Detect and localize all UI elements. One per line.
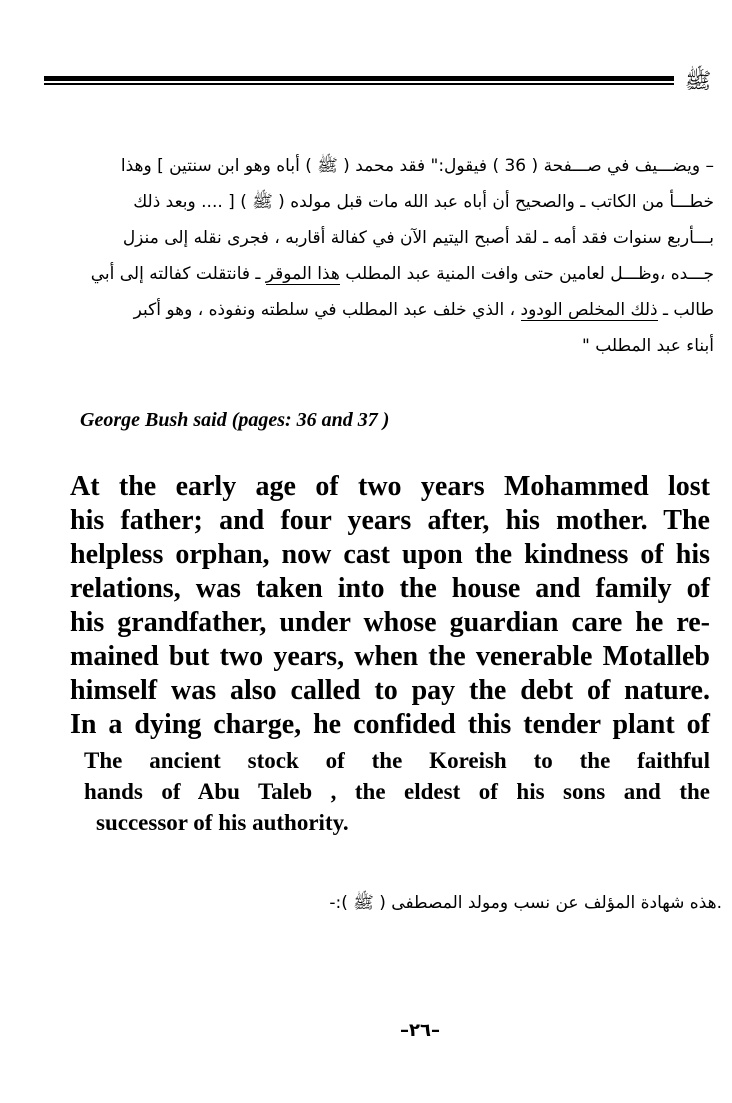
header-rule-thin <box>44 83 674 85</box>
arabic-line-5 <box>78 292 714 328</box>
arabic-line-4-end: ـ فانتقلت كفالته إلى أبي <box>90 264 266 284</box>
english-continuation-line-2: hands of Abu Taleb , the eldest of his sons and the <box>84 779 710 804</box>
english-quote-line-5: his grandfather, under whose guardian care he re- <box>70 607 710 638</box>
arabic-line-6: أبناء عبد المطلب " <box>582 336 714 356</box>
page-number: –٢٦– <box>400 1020 440 1041</box>
english-quote-line-3: helpless orphan, now cast upon the kindness of his <box>70 539 710 570</box>
header-rule <box>44 72 674 92</box>
english-quote-line-4: relations, was taken into the house and family of <box>70 573 710 604</box>
english-quote-line-6: mained but two years, when the venerable Motalleb <box>70 641 710 672</box>
arabic-line-5-end: ، الذي خلف عبد المطلب في سلطته ونفوذه ، وهو أكبر <box>133 300 521 320</box>
english-quote-line-8: In a dying charge, he confided this tender plant of <box>70 709 710 740</box>
arabic-line-2: خطـــأ من الكاتب ـ والصحيح أن أباه عبد الله مات قبل مولده ( ﷺ ) [ .... وبعد ذلك <box>133 192 714 212</box>
english-quote-line-1: At the early age of two years Mohammed lost <box>70 471 710 502</box>
arabic-footer-line: .هذه شهادة المؤلف عن نسب ومولد المصطفى ( ﷺ ):- <box>329 893 722 913</box>
arabic-underlined-phrase-1: هذا الموقر <box>265 264 340 284</box>
english-quote-line-2: his father; and four years after, his mother. The <box>70 505 710 536</box>
english-quote-line-7: himself was also called to pay the debt of nature. <box>70 675 710 706</box>
arabic-line-3: بـــأربع سنوات فقد أمه ـ لقد أصبح اليتيم الآن في كفالة أقاربه ، فجرى نقله إلى منزل <box>122 228 714 248</box>
calligraphy-seal-icon: ﷺ <box>684 69 712 94</box>
arabic-line-1: – ويضـــيف في صـــفحة ( 36 ) فيقول:" فقد محمد ( ﷺ ) أباه وهو ابن سنتين ] وهذا <box>120 156 714 176</box>
english-quote <box>70 470 710 742</box>
english-continuation-line-1: The ancient stock of the Koreish to the faithful <box>84 748 710 773</box>
header-rule-thick <box>44 76 674 81</box>
arabic-paragraph <box>78 148 714 364</box>
quote-caption: George Bush said (pages: 36 and 37 ) <box>80 409 390 431</box>
arabic-underlined-phrase-2: ذلك المخلص الودود <box>520 300 658 320</box>
arabic-line-4-start: جـــده ،وظـــل لعامين حتى وافت المنية عبد المطلب <box>345 264 714 284</box>
english-continuation <box>84 745 710 838</box>
arabic-line-4 <box>78 256 714 292</box>
english-continuation-line-3: successor of his authority. <box>96 810 349 835</box>
arabic-line-5-start: طالب ـ <box>663 300 714 320</box>
